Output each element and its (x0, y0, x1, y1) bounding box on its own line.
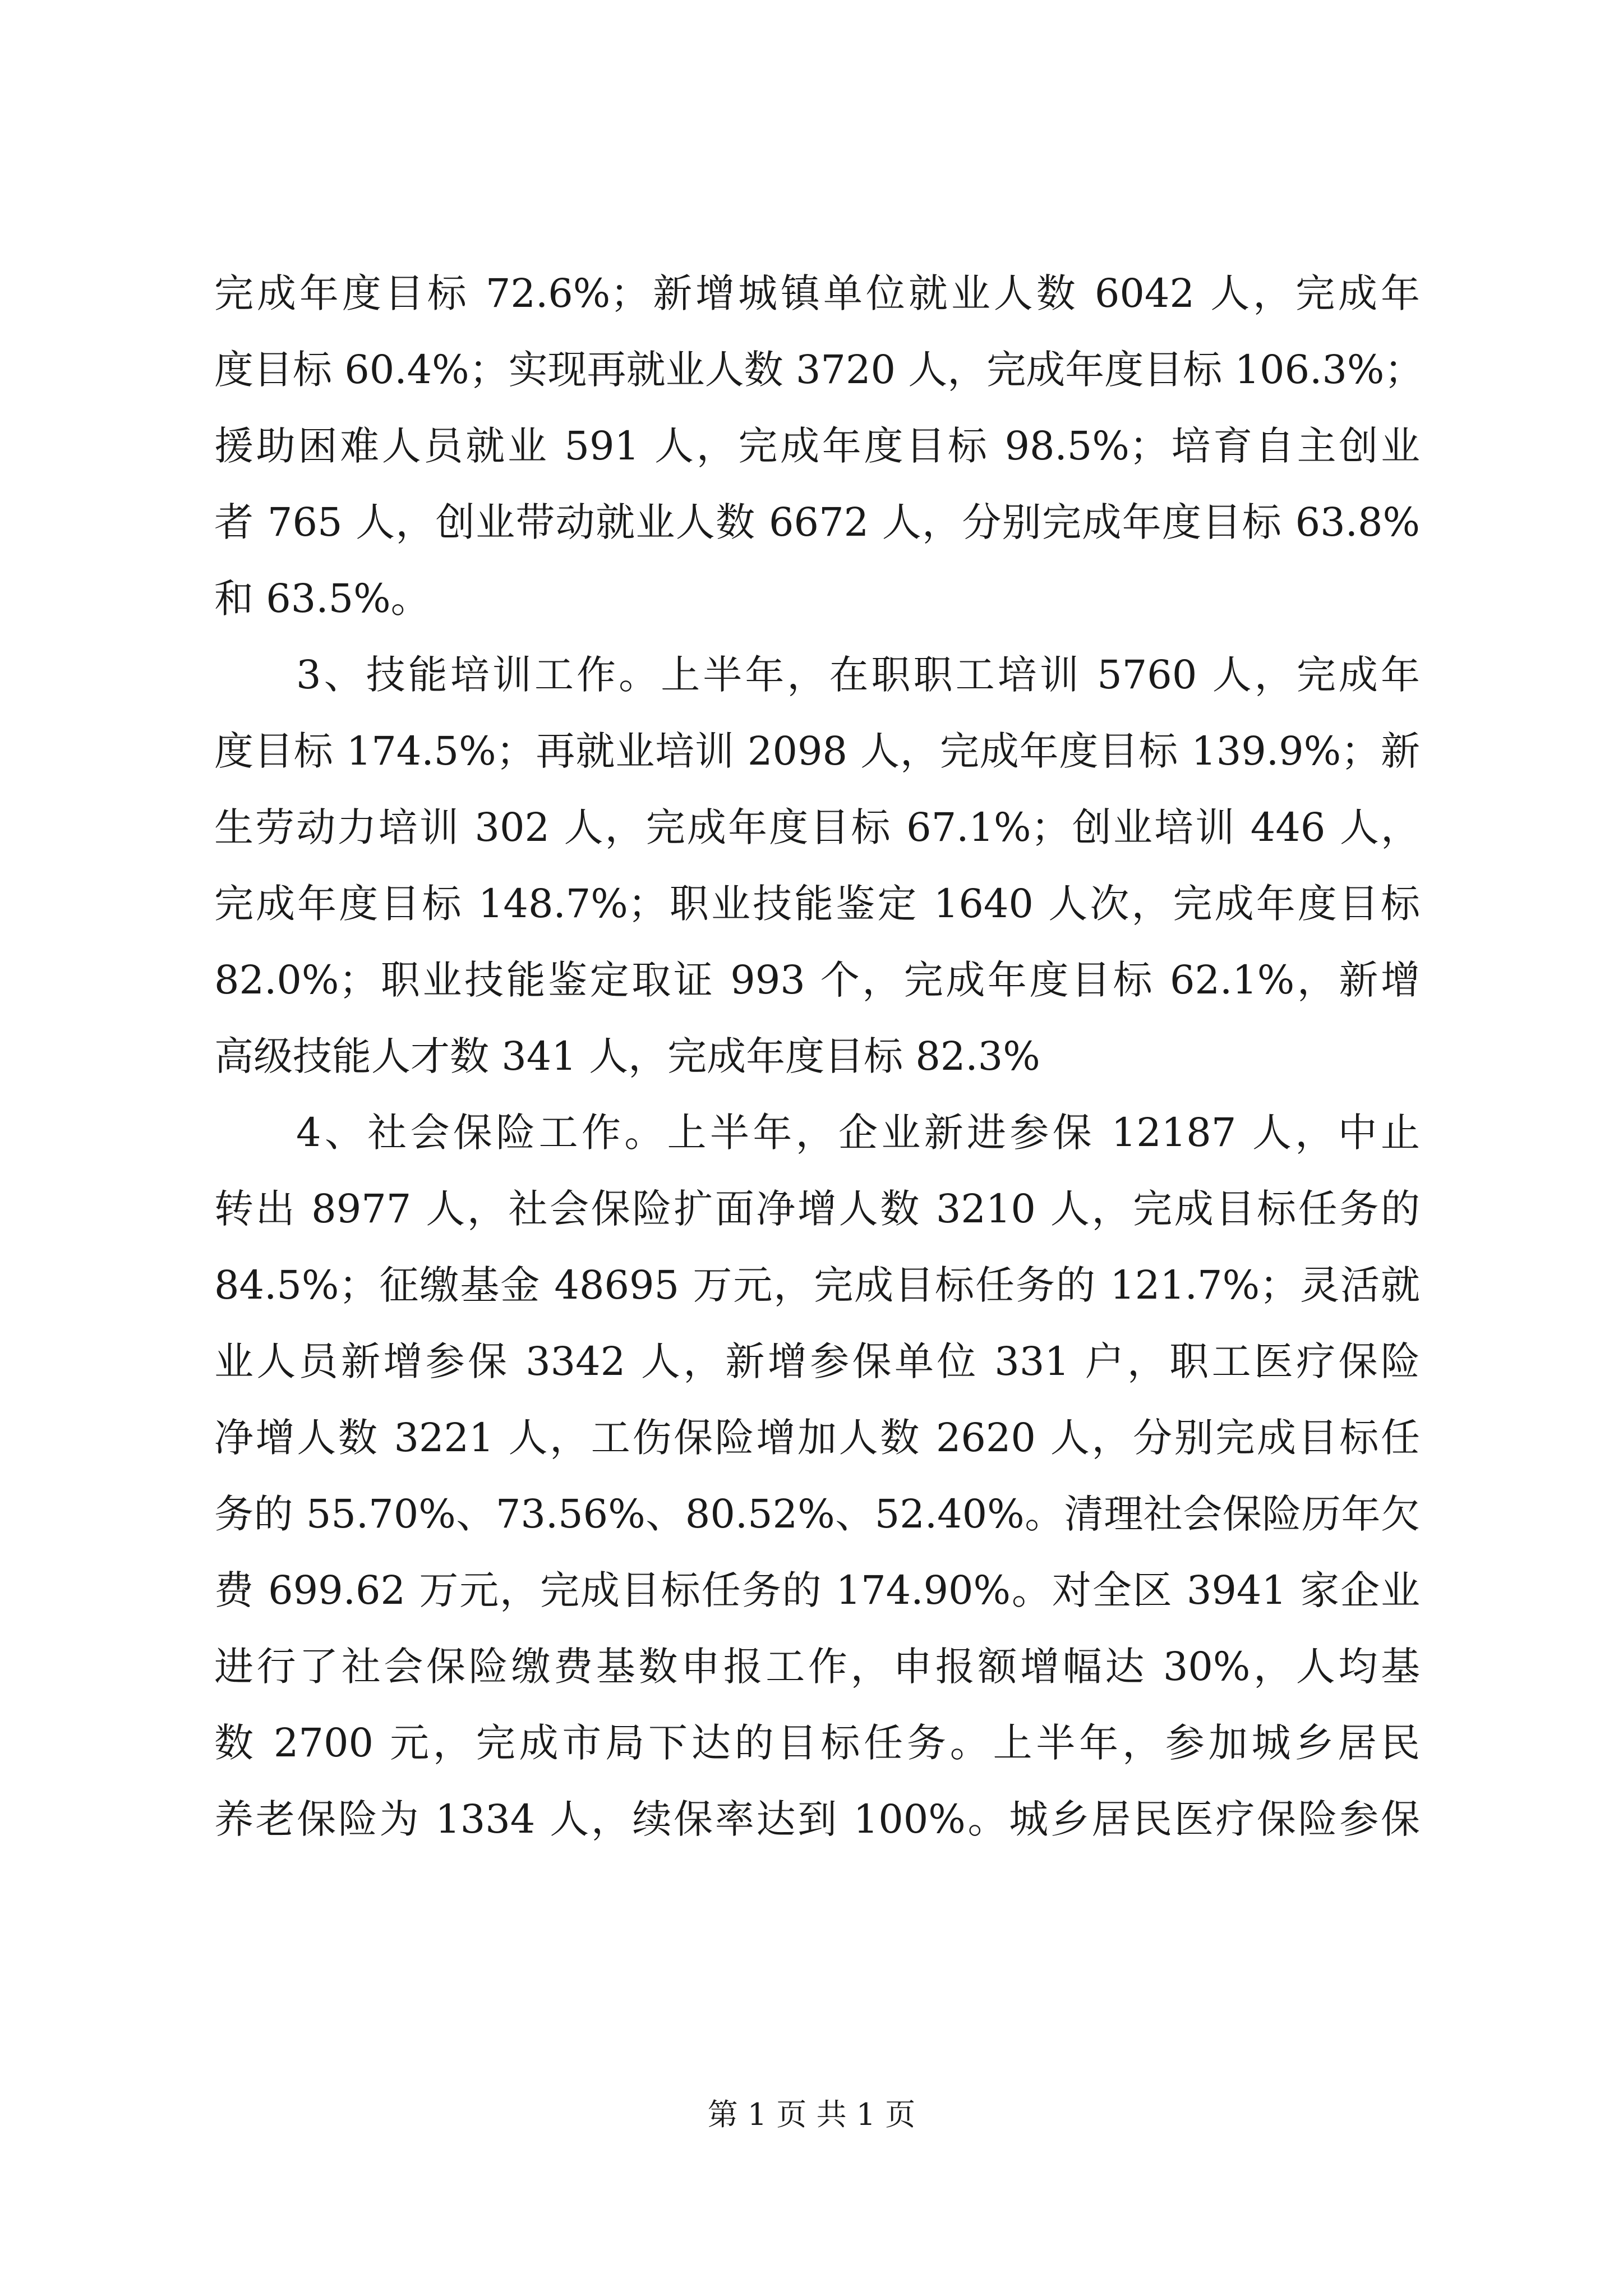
text-line: 度目标 60.4%；实现再就业人数 3720 人，完成年度目标 106.3%； (214, 347, 1424, 393)
text-line: 3、技能培训工作。上半年，在职职工培训 5760 人，完成年 (296, 652, 1420, 698)
text-line: 84.5%；征缴基金 48695 万元，完成目标任务的 121.7%；灵活就 (214, 1262, 1420, 1308)
text-line: 净增人数 3221 人，工伤保险增加人数 2620 人，分别完成目标任 (214, 1415, 1420, 1461)
text-line: 高级技能人才数 341 人，完成年度目标 82.3% (214, 1033, 1040, 1079)
text-line: 转出 8977 人，社会保险扩面净增人数 3210 人，完成目标任务的 (214, 1186, 1420, 1232)
text-line: 养老保险为 1334 人，续保率达到 100%。城乡居民医疗保险参保 (214, 1796, 1420, 1842)
body-text (214, 255, 1424, 1857)
text-line: 业人员新增参保 3342 人，新增参保单位 331 户，职工医疗保险 (214, 1338, 1420, 1384)
text-line: 82.0%；职业技能鉴定取证 993 个，完成年度目标 62.1%，新增 (214, 957, 1420, 1003)
text-line: 完成年度目标 148.7%；职业技能鉴定 1640 人次，完成年度目标 (214, 881, 1420, 927)
text-line: 务的 55.70%、73.56%、80.52%、52.40%。清理社会保险历年欠 (214, 1491, 1420, 1537)
text-line: 进行了社会保险缴费基数申报工作，申报额增幅达 30%，人均基 (214, 1644, 1420, 1690)
text-line: 者 765 人，创业带动就业人数 6672 人，分别完成年度目标 63.8% (214, 499, 1420, 545)
text-line: 4、社会保险工作。上半年，企业新进参保 12187 人，中止 (296, 1110, 1420, 1156)
text-line: 援助困难人员就业 591 人，完成年度目标 98.5%；培育自主创业 (214, 423, 1420, 469)
text-line: 数 2700 元，完成市局下达的目标任务。上半年，参加城乡居民 (214, 1720, 1420, 1766)
text-line: 和 63.5%。 (214, 576, 430, 622)
text-line: 完成年度目标 72.6%；新增城镇单位就业人数 6042 人，完成年 (214, 270, 1420, 316)
text-line: 度目标 174.5%；再就业培训 2098 人，完成年度目标 139.9%；新 (214, 728, 1420, 774)
text-line: 生劳动力培训 302 人，完成年度目标 67.1%；创业培训 446 人， (214, 804, 1420, 850)
page-number-footer: 第 1 页 共 1 页 (707, 2097, 916, 2132)
text-line: 费 699.62 万元，完成目标任务的 174.90%。对全区 3941 家企业 (214, 1567, 1420, 1613)
